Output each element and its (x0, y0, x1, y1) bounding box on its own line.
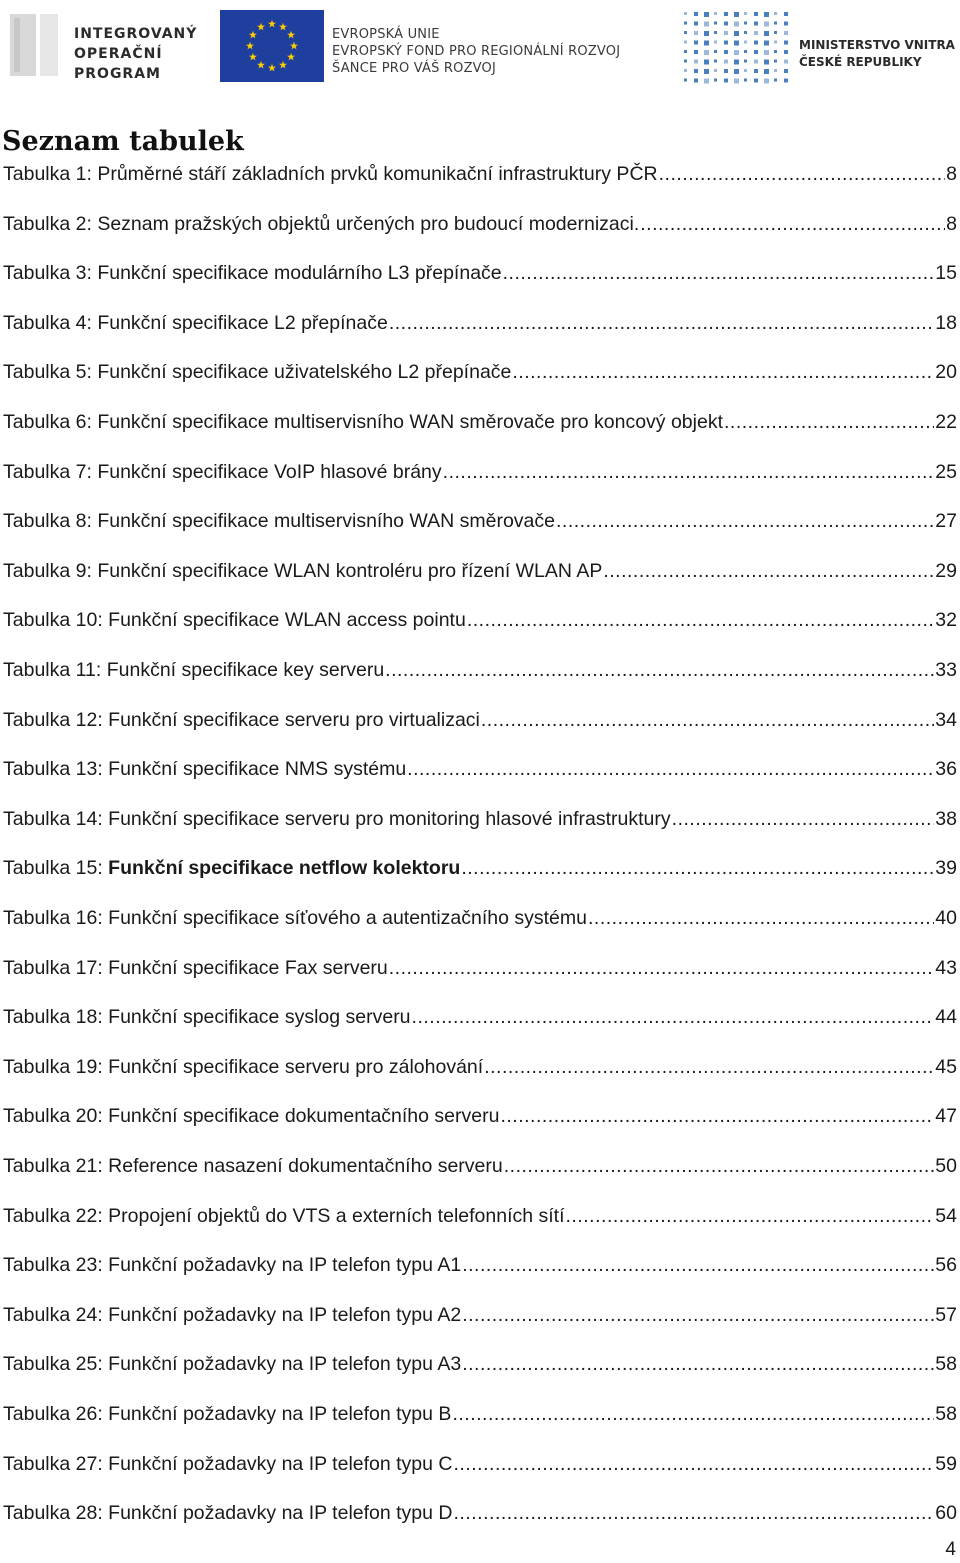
toc-entry-prefix: Tabulka 3: (3, 262, 98, 285)
toc-entry-page: 38 (935, 807, 957, 830)
mv-dot (714, 60, 717, 63)
page-number: 4 (945, 1539, 956, 1560)
toc-entry[interactable] (3, 1151, 957, 1181)
mv-dot (774, 31, 777, 34)
toc-entry-title: Funkční specifikace multiservisního WAN směrovače pro koncový objekt (97, 411, 723, 433)
mv-dot (704, 60, 709, 65)
mv-dot (754, 79, 758, 83)
toc-entry-page: 29 (935, 559, 957, 582)
toc-entry-title: Funkční požadavky na IP telefon typu A2 (108, 1303, 462, 1326)
iop-logo (10, 12, 198, 82)
mv-dot (704, 69, 709, 74)
toc-entry-page: 47 (935, 1105, 957, 1128)
mv-logo-line: MINISTERSTVO VNITRA (799, 38, 955, 52)
mv-dot (784, 41, 788, 45)
toc-leader-dots (659, 159, 946, 189)
toc-entry-prefix: Tabulka 8: (3, 510, 98, 533)
eu-logo-line: EVROPSKÝ FOND PRO REGIONÁLNÍ ROZVOJ (332, 44, 621, 59)
toc-entry-prefix: Tabulka 24: (3, 1303, 109, 1326)
toc-entry-prefix: Tabulka 20: (3, 1105, 109, 1128)
toc-entry-page: 40 (935, 907, 957, 929)
mv-dot (714, 31, 717, 34)
toc-entry-label (3, 159, 658, 189)
mv-dot (744, 60, 747, 63)
toc-entry-label (3, 1002, 411, 1032)
toc-entry[interactable] (3, 1002, 957, 1032)
toc-entry-label (3, 556, 602, 586)
mv-dot (774, 50, 777, 53)
toc-entry-title: Funkční specifikace uživatelského L2 přepínače (97, 361, 512, 384)
toc-leader-dots (503, 258, 935, 288)
toc-entry-label (3, 605, 466, 635)
iop-logo-mark (10, 12, 64, 78)
mv-dot (684, 79, 687, 82)
toc-leader-dots (389, 308, 934, 338)
toc-entry-page: 33 (935, 659, 957, 681)
toc-entry-prefix: Tabulka 21: (3, 1155, 109, 1177)
toc-entry-prefix: Tabulka 13: (3, 758, 109, 781)
toc-entry-title: Funkční specifikace WLAN access pointu (108, 609, 466, 632)
mv-dot (684, 60, 687, 63)
toc-entry-page: 32 (935, 609, 957, 632)
mv-dot (784, 50, 788, 54)
mv-dot (784, 60, 788, 64)
toc-entry-title: Funkční specifikace NMS systému (108, 758, 407, 781)
toc-leader-dots (389, 953, 935, 983)
toc-entry[interactable] (3, 506, 957, 536)
toc-leader-dots (454, 1498, 935, 1528)
toc-entry-label (3, 1498, 453, 1528)
toc-entry-prefix: Tabulka 25: (3, 1353, 109, 1376)
toc-leader-dots (481, 705, 934, 735)
toc-entry-page: 58 (935, 1353, 957, 1376)
iop-logo-line: INTEGROVANÝ (74, 26, 198, 42)
toc-entry-page: 50 (935, 1155, 957, 1177)
toc-entry-label (3, 506, 555, 536)
mv-dot (734, 60, 739, 65)
mv-dot (774, 79, 777, 82)
toc-entry[interactable] (3, 1101, 957, 1131)
mv-dot (734, 31, 739, 36)
mv-dot (714, 69, 717, 72)
toc-leader-dots (588, 903, 934, 933)
mv-dot (694, 79, 698, 83)
mv-dot (704, 50, 709, 55)
toc-leader-dots (603, 556, 934, 586)
mv-logo-mark (680, 8, 800, 88)
mv-dot (694, 69, 698, 73)
mv-dot (704, 79, 709, 84)
toc-leader-dots (385, 655, 934, 685)
toc-entry[interactable] (3, 258, 957, 288)
mv-dot (744, 41, 747, 44)
mv-dot (734, 69, 739, 74)
toc-leader-dots (407, 754, 934, 784)
toc-entry-prefix: Tabulka 22: (3, 1204, 109, 1227)
toc-entry-title: Funkční požadavky na IP telefon typu C (108, 1452, 453, 1475)
toc-entry-page: 27 (935, 510, 957, 533)
toc-entry-label (3, 258, 502, 288)
toc-entry-label (3, 308, 388, 338)
mv-dot (704, 41, 709, 46)
mv-dot (754, 41, 758, 45)
toc-leader-dots (462, 1349, 934, 1379)
toc-entry-title: Funkční specifikace serveru pro zálohování (108, 1055, 484, 1078)
mv-dot (764, 41, 769, 46)
iop-logo-line: OPERAČNÍ (74, 46, 163, 62)
toc-entry-page: 25 (935, 460, 957, 483)
mv-dot (714, 79, 717, 82)
toc-entry-page: 45 (935, 1055, 957, 1078)
mv-dot (774, 22, 777, 25)
mv-dot (754, 22, 758, 26)
toc-entry-page: 54 (935, 1204, 957, 1227)
toc-entry-prefix: Tabulka 28: (3, 1502, 109, 1525)
mv-dot (744, 50, 747, 53)
toc-entry[interactable] (3, 457, 957, 487)
mv-dot (754, 50, 758, 54)
mv-dot (774, 12, 777, 15)
eu-logo-text (332, 26, 620, 77)
mv-logo (650, 0, 960, 96)
iop-logo-text (74, 24, 197, 84)
toc-entry-page: 8 (946, 212, 957, 235)
toc-leader-dots (724, 407, 934, 437)
toc-entry-page: 36 (935, 758, 957, 781)
eu-logo-line: ŠANCE PRO VÁŠ ROZVOJ (332, 61, 497, 76)
toc-entry[interactable] (3, 1498, 957, 1528)
toc-entry-page: 15 (935, 262, 957, 285)
mv-dot (694, 31, 698, 35)
mv-dot (734, 12, 739, 17)
mv-dot (764, 79, 769, 84)
toc-leader-dots (452, 1399, 934, 1429)
mv-dot (694, 41, 698, 45)
toc-entry-prefix: Tabulka 19: (3, 1055, 109, 1078)
toc-entry-label (3, 903, 587, 933)
mv-dot (724, 12, 728, 16)
toc-leader-dots (672, 804, 935, 834)
toc-entry-title: Funkční specifikace syslog serveru (108, 1006, 411, 1029)
mv-dot (774, 41, 777, 44)
toc-leader-dots (640, 209, 945, 239)
mv-dot (724, 41, 728, 45)
eu-flag-logo (220, 10, 324, 82)
toc-entry-label (3, 1449, 453, 1479)
toc-entry[interactable] (3, 357, 957, 387)
toc-entry[interactable] (3, 605, 957, 635)
toc-entry-label (3, 1399, 451, 1429)
mv-dot (734, 50, 739, 55)
toc-entry[interactable] (3, 705, 957, 735)
toc-entry-prefix: Tabulka 26: (3, 1403, 109, 1425)
toc-entry-prefix: Tabulka 6: (3, 411, 98, 433)
toc-entry-page: 34 (935, 708, 957, 731)
toc-leader-dots (484, 1052, 934, 1082)
toc-entry[interactable] (3, 1250, 957, 1280)
mv-dot (724, 31, 728, 35)
toc-entry-prefix: Tabulka 10: (3, 609, 109, 632)
toc-entry[interactable] (3, 754, 957, 784)
toc-entry-prefix: Tabulka 7: (3, 460, 98, 483)
mv-dot (684, 12, 687, 15)
toc-entry[interactable] (3, 1052, 957, 1082)
toc-entry-label (3, 705, 480, 735)
toc-leader-dots (462, 1300, 934, 1330)
mv-dot (754, 31, 758, 35)
toc-entry-title: Funkční specifikace VoIP hlasové brány (97, 460, 442, 483)
mv-dot (744, 22, 747, 25)
toc-leader-dots (412, 1002, 935, 1032)
toc-entry-prefix: Tabulka 12: (3, 708, 109, 731)
toc-entry-title: Funkční specifikace multiservisního WAN směrovače (97, 510, 555, 533)
toc-entry-label (3, 457, 442, 487)
toc-entry-title: Funkční specifikace L2 přepínače (97, 311, 388, 334)
toc-entry-title: Seznam pražských objektů určených pro budoucí modernizaci. (97, 212, 640, 235)
mv-dot (724, 69, 728, 73)
toc-leader-dots (500, 1101, 934, 1131)
mv-dot (744, 31, 747, 34)
mv-dot (724, 60, 728, 64)
toc-entry[interactable] (3, 209, 957, 239)
mv-dot (764, 69, 769, 74)
toc-entry[interactable] (3, 308, 957, 338)
toc-entry[interactable] (3, 159, 957, 189)
toc-entry[interactable] (3, 407, 957, 437)
mv-dot (784, 12, 788, 16)
toc-entry-label (3, 853, 460, 883)
mv-dot (714, 41, 717, 44)
toc-leader-dots (467, 605, 934, 635)
mv-dot (764, 31, 769, 36)
toc-leader-dots (556, 506, 934, 536)
toc-entry-title: Funkční specifikace key serveru (106, 659, 385, 681)
toc-entry-title: Funkční požadavky na IP telefon typu A1 (108, 1254, 462, 1277)
mv-dot (714, 50, 717, 53)
toc-entry-title: Funkční specifikace síťového a autentizačního systému (108, 907, 587, 929)
mv-dot (764, 12, 769, 17)
toc-entry-label (3, 407, 723, 437)
toc-entry[interactable] (3, 1449, 957, 1479)
toc-entry[interactable] (3, 1300, 957, 1330)
toc-entry-page: 44 (935, 1006, 957, 1029)
toc-entry-page: 60 (935, 1502, 957, 1525)
mv-dot (684, 22, 687, 25)
toc-entry-page: 8 (946, 163, 957, 185)
mv-dot (744, 69, 747, 72)
toc-entry-prefix: Tabulka 15: (3, 857, 109, 880)
mv-dot (684, 50, 687, 53)
page-header (0, 0, 960, 96)
toc-entry-page: 56 (935, 1254, 957, 1277)
toc-entry-label (3, 1052, 483, 1082)
toc-entry-title: Funkční specifikace Fax serveru (108, 956, 388, 979)
toc-leader-dots (512, 357, 934, 387)
toc-entry-label (3, 209, 639, 239)
mv-dot (734, 79, 739, 84)
mv-dot (734, 41, 739, 46)
toc-entry-label (3, 655, 384, 685)
toc-entry-label (3, 357, 511, 387)
toc-entry-prefix: Tabulka 16: (3, 907, 109, 929)
toc-entry-label (3, 1151, 503, 1181)
toc-entry[interactable] (3, 1399, 957, 1429)
toc-entry-label (3, 1101, 499, 1131)
mv-dot (764, 50, 769, 55)
toc-entry-page: 43 (935, 956, 957, 979)
toc-entry-label (3, 754, 406, 784)
mv-logo-text (799, 37, 955, 71)
toc-entry-label (3, 953, 388, 983)
mv-dot (714, 22, 717, 25)
toc-entry-title: Funkční požadavky na IP telefon typu A3 (108, 1353, 462, 1376)
toc-entry-label (3, 1300, 461, 1330)
toc-leader-dots (461, 853, 934, 883)
mv-dot (754, 69, 758, 73)
mv-dot (784, 79, 788, 83)
eu-logo-line: EVROPSKÁ UNIE (332, 27, 440, 42)
toc-entry-prefix: Tabulka 2: (3, 212, 98, 235)
mv-dot (724, 50, 728, 54)
toc-entry-prefix: Tabulka 14: (3, 807, 109, 830)
mv-dot (684, 31, 687, 34)
mv-dot (754, 12, 758, 16)
toc-entry-prefix: Tabulka 1: (3, 163, 98, 185)
mv-dot (784, 31, 788, 35)
mv-dot (694, 50, 698, 54)
mv-dot (744, 79, 747, 82)
mv-dot (724, 79, 728, 83)
toc-entry-title: Funkční požadavky na IP telefon typu B (108, 1403, 452, 1425)
mv-dot (764, 60, 769, 65)
toc-entry-title: Průměrné stáří základních prvků komunikační infrastruktury PČR (97, 163, 658, 185)
toc-entry[interactable] (3, 903, 957, 933)
toc-entry-title: Reference nasazení dokumentačního serveru (108, 1155, 503, 1177)
toc-entry-prefix: Tabulka 23: (3, 1254, 109, 1277)
toc-entry-page: 59 (935, 1452, 957, 1475)
toc-entry-page: 20 (935, 361, 957, 384)
mv-dot (694, 22, 698, 26)
toc-entry-label (3, 1201, 565, 1231)
toc-entry[interactable] (3, 853, 957, 883)
toc-entry-prefix: Tabulka 11: (3, 659, 107, 681)
toc-leader-dots (504, 1151, 935, 1181)
toc-leader-dots (454, 1449, 935, 1479)
toc-entry-title: Funkční specifikace serveru pro virtualizaci (108, 708, 480, 731)
mv-dot (684, 69, 687, 72)
toc-leader-dots (443, 457, 935, 487)
toc-entry-prefix: Tabulka 4: (3, 311, 98, 334)
toc-entry-label (3, 804, 671, 834)
mv-dot (704, 22, 709, 27)
toc-entry[interactable] (3, 655, 957, 685)
toc-entry-label (3, 1250, 461, 1280)
toc-leader-dots (462, 1250, 934, 1280)
mv-dot (744, 12, 747, 15)
toc-entry-prefix: Tabulka 9: (3, 559, 98, 582)
toc-entry[interactable] (3, 1349, 957, 1379)
toc-entry-title: Funkční požadavky na IP telefon typu D (108, 1502, 453, 1525)
toc-entry-page: 18 (935, 311, 957, 334)
toc-entry[interactable] (3, 1201, 957, 1231)
mv-dot (734, 22, 739, 27)
mv-logo-line: ČESKÉ REPUBLIKY (799, 55, 922, 69)
page-title: Seznam tabulek (2, 126, 244, 157)
toc-entry-title: Funkční specifikace serveru pro monitoring hlasové infrastruktury (108, 807, 671, 830)
iop-logo-line: PROGRAM (74, 66, 161, 82)
mv-dot (774, 60, 777, 63)
toc-entry-prefix: Tabulka 5: (3, 361, 98, 384)
mv-dot (684, 41, 687, 44)
toc-leader-dots (566, 1201, 935, 1231)
toc-entry[interactable] (3, 556, 957, 586)
mv-dot (694, 60, 698, 64)
mv-dot (704, 12, 709, 17)
toc-entry[interactable] (3, 804, 957, 834)
toc-entry-title: Propojení objektů do VTS a externích telefonních sítí (108, 1204, 565, 1227)
toc-entry-page: 39 (935, 857, 957, 880)
toc-entry-prefix: Tabulka 18: (3, 1006, 109, 1029)
toc-entry-page: 57 (935, 1303, 957, 1326)
toc-entry-title: Funkční specifikace netflow kolektoru (108, 857, 461, 880)
toc-entry-title: Funkční specifikace dokumentačního serveru (108, 1105, 500, 1128)
toc-entry-prefix: Tabulka 17: (3, 956, 109, 979)
mv-dot (704, 31, 709, 36)
toc-entry-title: Funkční specifikace WLAN kontroléru pro řízení WLAN AP (97, 559, 603, 582)
mv-dot (724, 22, 728, 26)
toc-entry-title: Funkční specifikace modulárního L3 přepínače (97, 262, 502, 285)
mv-dot (784, 69, 788, 73)
mv-dot (774, 69, 777, 72)
toc-entry-prefix: Tabulka 27: (3, 1452, 109, 1475)
mv-dot (784, 22, 788, 26)
mv-dot (694, 12, 698, 16)
mv-dot (754, 60, 758, 64)
toc-entry-page: 22 (935, 411, 957, 433)
mv-dot (764, 22, 769, 27)
toc-entry[interactable] (3, 953, 957, 983)
toc-entry-label (3, 1349, 461, 1379)
mv-dot (714, 12, 717, 15)
toc-entry-page: 58 (935, 1403, 957, 1425)
